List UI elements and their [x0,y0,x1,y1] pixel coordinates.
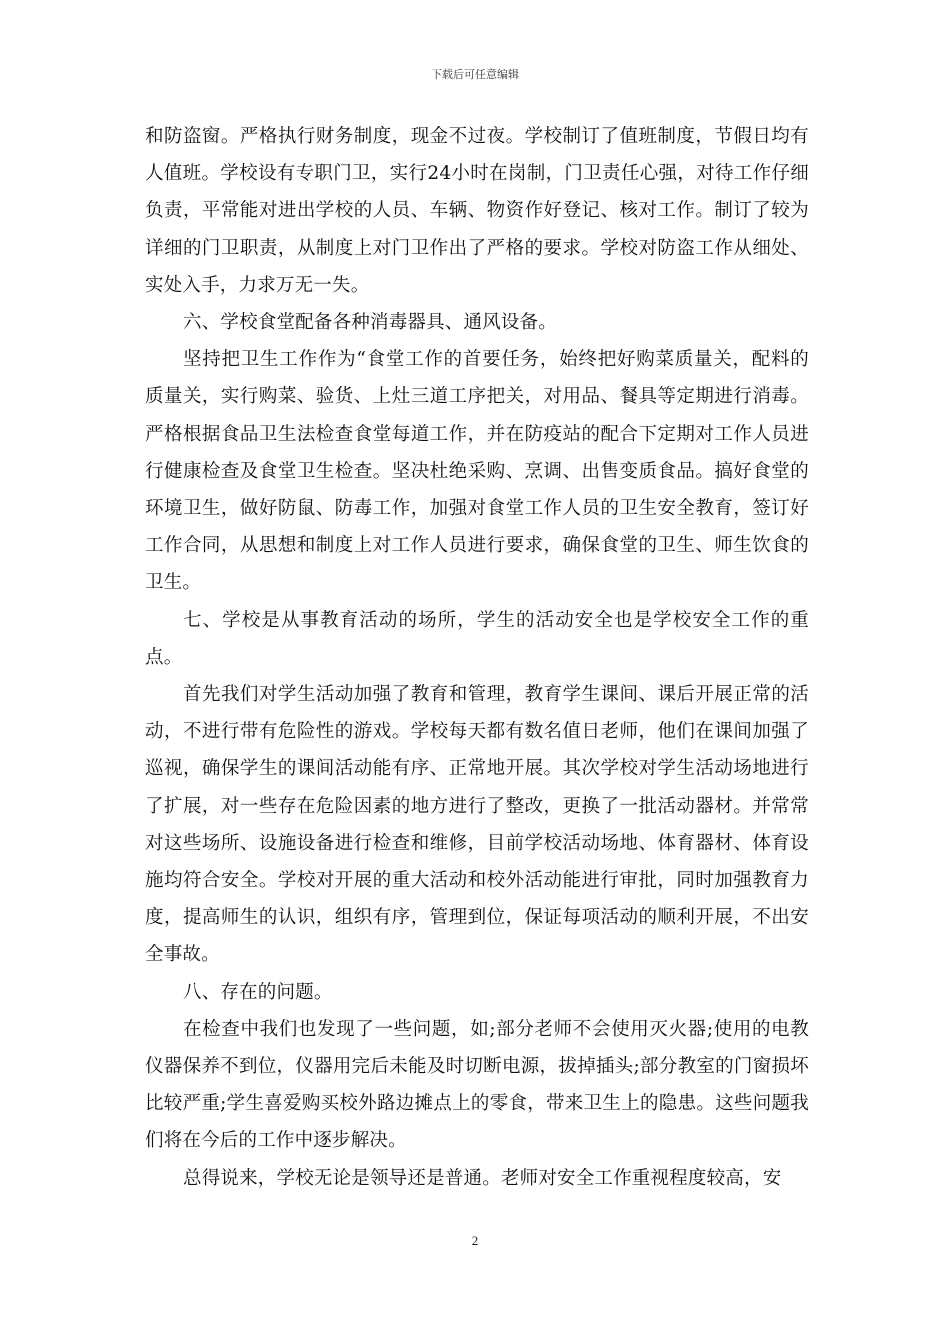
page-header: 下载后可任意编辑 [431,68,519,81]
paragraph: 坚持把卫生工作作为“食堂工作的首要任务，始终把好购菜质量关，配料的质量关，实行购菜、验货、上灶三道工序把关，对用品、餐具等定期进行消毒。严格根据食品卫生法检查食堂每道工作，并在防疫站的配合下定期对工作人员进行健康检查及食堂卫生检查。坚决杜绝采购、烹调、出售变质食品。搞好食堂的环境卫生，做好防鼠、防毒工作，加强对食堂工作人员的卫生安全教育，签订好工作合同，从思想和制度上对工作人员进行要求，确保食堂的卫生、师生饮食的卫生。 [145,349,809,594]
section-heading: 八、存在的问题。 [183,981,333,1003]
page-number: 2 [471,1233,479,1248]
paragraph: 和防盗窗。严格执行财务制度，现金不过夜。学校制订了值班制度，节假日均有人值班。学校设有专职门卫，实行24小时在岗制，门卫责任心强，对待工作仔细负责，平常能对进出学校的人员、车辆、物资作好登记、核对工作。制订了较为详细的门卫职责，从制度上对门卫作出了严格的要求。学校对防盗工作从细处、实处入手，力求万无一失。 [145,126,809,296]
document-body [145,118,809,1197]
paragraph: 总得说来，学校无论是领导还是普通。老师对安全工作重视程度较高，安 [183,1167,782,1189]
section-heading: 七、学校是从事教育活动的场所，学生的活动安全也是学校安全工作的重点。 [145,609,809,668]
section-heading: 六、学校食堂配备各种消毒器具、通风设备。 [183,312,558,334]
paragraph: 在检查中我们也发现了一些问题，如;部分老师不会使用灭火器;使用的电教仪器保养不到位，仪器用完后未能及时切断电源，拔掉插头;部分教室的门窗损坏比较严重;学生喜爱购买校外路边摊点上的零食，带来卫生上的隐患。这些问题我们将在今后的工作中逐步解决。 [145,1018,809,1152]
paragraph: 首先我们对学生活动加强了教育和管理，教育学生课间、课后开展正常的活动，不进行带有危险性的游戏。学校每天都有数名值日老师，他们在课间加强了巡视，确保学生的课间活动能有序、正常地开展。其次学校对学生活动场地进行了扩展，对一些存在危险因素的地方进行了整改，更换了一批活动器材。并常常对这些场所、设施设备进行检查和维修，目前学校活动场地、体育器材、体育设施均符合安全。学校对开展的重大活动和校外活动能进行审批，同时加强教育力度，提高师生的认识，组织有序，管理到位，保证每项活动的顺利开展，不出安全事故。 [145,684,809,966]
